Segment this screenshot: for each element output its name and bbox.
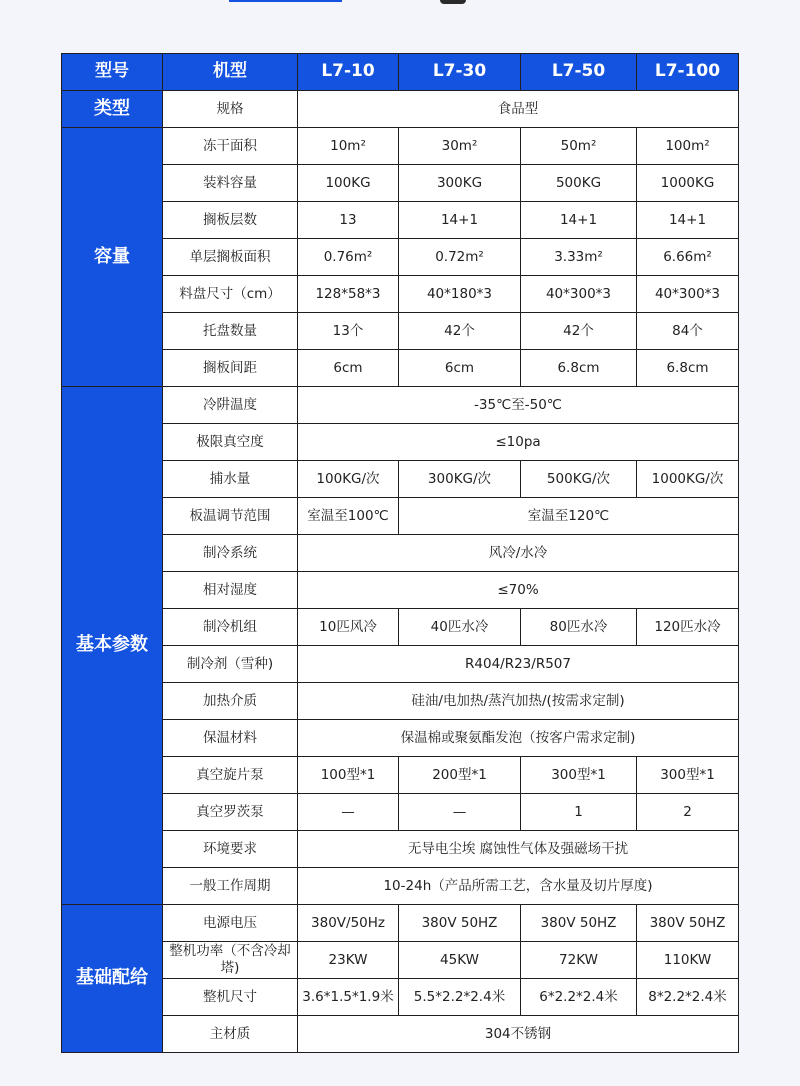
header-model: 机型 (163, 54, 298, 91)
row-label: 整机功率（不含冷却塔) (163, 942, 298, 979)
table-row (62, 683, 739, 720)
table-row (62, 942, 739, 979)
header-l7-30: L7-30 (399, 54, 521, 91)
row-label: 真空旋片泵 (163, 757, 298, 794)
table-row (62, 350, 739, 387)
row-label: 冷阱温度 (163, 387, 298, 424)
row-label: 整机尺寸 (163, 979, 298, 1016)
cell-value: 风冷/水冷 (298, 535, 739, 572)
cell-value: 40*300*3 (521, 276, 637, 313)
category-type: 类型 (62, 91, 163, 128)
cell-value: — (298, 794, 399, 831)
row-label: 环境要求 (163, 831, 298, 868)
cell-value: 14+1 (637, 202, 739, 239)
cell-value: 23KW (298, 942, 399, 979)
cell-value: 食品型 (298, 91, 739, 128)
spec-table (61, 53, 739, 1053)
table-row (62, 794, 739, 831)
table-row (62, 202, 739, 239)
table-row (62, 461, 739, 498)
cell-value: 30m² (399, 128, 521, 165)
category-base-config: 基础配给 (62, 905, 163, 1053)
table-row (62, 165, 739, 202)
cell-value: 室温至100℃ (298, 498, 399, 535)
row-label: 一般工作周期 (163, 868, 298, 905)
cell-value: 3.6*1.5*1.9米 (298, 979, 399, 1016)
row-label: 冻干面积 (163, 128, 298, 165)
cell-value: 13 (298, 202, 399, 239)
header-l7-100: L7-100 (637, 54, 739, 91)
cell-value: 10-24h（产品所需工艺，含水量及切片厚度) (298, 868, 739, 905)
cell-value: 6*2.2*2.4米 (521, 979, 637, 1016)
cell-value: 300型*1 (521, 757, 637, 794)
cell-value: 110KW (637, 942, 739, 979)
row-label: 制冷剂（雪种) (163, 646, 298, 683)
row-label: 板温调节范围 (163, 498, 298, 535)
cell-value: 500KG/次 (521, 461, 637, 498)
cell-value: 304不锈钢 (298, 1016, 739, 1053)
cell-value: 2 (637, 794, 739, 831)
cell-value: 380V 50HZ (399, 905, 521, 942)
cell-value: 380V 50HZ (637, 905, 739, 942)
table-row (62, 868, 739, 905)
row-label: 制冷系统 (163, 535, 298, 572)
row-label: 装料容量 (163, 165, 298, 202)
table-row (62, 91, 739, 128)
table-row (62, 535, 739, 572)
table-row (62, 646, 739, 683)
cell-value: 84个 (637, 313, 739, 350)
cell-value: 14+1 (399, 202, 521, 239)
cell-value: -35℃至-50℃ (298, 387, 739, 424)
cell-value: 42个 (521, 313, 637, 350)
row-label: 相对湿度 (163, 572, 298, 609)
table-row (62, 979, 739, 1016)
cell-value: 1000KG/次 (637, 461, 739, 498)
table-row (62, 276, 739, 313)
table-row (62, 905, 739, 942)
cell-value: 保温棉或聚氨酯发泡（按客户需求定制) (298, 720, 739, 757)
row-label: 托盘数量 (163, 313, 298, 350)
cell-value: 50m² (521, 128, 637, 165)
cell-value: 120匹水冷 (637, 609, 739, 646)
cell-value: 6cm (298, 350, 399, 387)
row-label: 规格 (163, 91, 298, 128)
cell-value: 100KG (298, 165, 399, 202)
row-label: 电源电压 (163, 905, 298, 942)
table-row (62, 128, 739, 165)
table-row (62, 572, 739, 609)
cell-value: 13个 (298, 313, 399, 350)
cell-value: 40*300*3 (637, 276, 739, 313)
cell-value: 45KW (399, 942, 521, 979)
cell-value: ≤10pa (298, 424, 739, 461)
cell-value: 200型*1 (399, 757, 521, 794)
row-label: 单层搁板面积 (163, 239, 298, 276)
cell-value: 72KW (521, 942, 637, 979)
cell-value: 100型*1 (298, 757, 399, 794)
table-row (62, 831, 739, 868)
cell-value: — (399, 794, 521, 831)
row-label: 真空罗茨泵 (163, 794, 298, 831)
table-row (62, 609, 739, 646)
top-accent-bar (229, 0, 342, 2)
cell-value: 10m² (298, 128, 399, 165)
table-row (62, 498, 739, 535)
cell-value: 300型*1 (637, 757, 739, 794)
header-row (62, 54, 739, 91)
cell-value: 40匹水冷 (399, 609, 521, 646)
table-row (62, 313, 739, 350)
cell-value: R404/R23/R507 (298, 646, 739, 683)
cell-value: 380V 50HZ (521, 905, 637, 942)
table-row (62, 757, 739, 794)
cell-value: 6cm (399, 350, 521, 387)
category-basic-params: 基本参数 (62, 387, 163, 905)
cell-value: 0.76m² (298, 239, 399, 276)
cell-value: 无导电尘埃 腐蚀性气体及强磁场干扰 (298, 831, 739, 868)
category-capacity: 容量 (62, 128, 163, 387)
row-label: 保温材料 (163, 720, 298, 757)
cell-value: 1 (521, 794, 637, 831)
cell-value: 5.5*2.2*2.4米 (399, 979, 521, 1016)
header-model-no: 型号 (62, 54, 163, 91)
row-label: 极限真空度 (163, 424, 298, 461)
cell-value: 3.33m² (521, 239, 637, 276)
row-label: 料盘尺寸（cm） (163, 276, 298, 313)
header-l7-50: L7-50 (521, 54, 637, 91)
cell-value: 6.8cm (521, 350, 637, 387)
top-decoration (440, 0, 466, 4)
cell-value: 硅油/电加热/蒸汽加热/(按需求定制) (298, 683, 739, 720)
cell-value: 42个 (399, 313, 521, 350)
table-row (62, 239, 739, 276)
cell-value: 10匹风冷 (298, 609, 399, 646)
cell-value: 300KG (399, 165, 521, 202)
row-label: 加热介质 (163, 683, 298, 720)
cell-value: 6.8cm (637, 350, 739, 387)
cell-value: 80匹水冷 (521, 609, 637, 646)
row-label: 主材质 (163, 1016, 298, 1053)
cell-value: 6.66m² (637, 239, 739, 276)
row-label: 捕水量 (163, 461, 298, 498)
table-row (62, 387, 739, 424)
row-label: 搁板间距 (163, 350, 298, 387)
cell-value: 40*180*3 (399, 276, 521, 313)
row-label: 制冷机组 (163, 609, 298, 646)
cell-value: 14+1 (521, 202, 637, 239)
table-row (62, 720, 739, 757)
header-l7-10: L7-10 (298, 54, 399, 91)
cell-value: 1000KG (637, 165, 739, 202)
table-row (62, 424, 739, 461)
cell-value: 380V/50Hz (298, 905, 399, 942)
cell-value: 0.72m² (399, 239, 521, 276)
cell-value: 128*58*3 (298, 276, 399, 313)
cell-value: 8*2.2*2.4米 (637, 979, 739, 1016)
cell-value: 100m² (637, 128, 739, 165)
row-label: 搁板层数 (163, 202, 298, 239)
cell-value: 500KG (521, 165, 637, 202)
cell-value: ≤70% (298, 572, 739, 609)
cell-value: 300KG/次 (399, 461, 521, 498)
cell-value: 室温至120℃ (399, 498, 739, 535)
cell-value: 100KG/次 (298, 461, 399, 498)
table-row (62, 1016, 739, 1053)
